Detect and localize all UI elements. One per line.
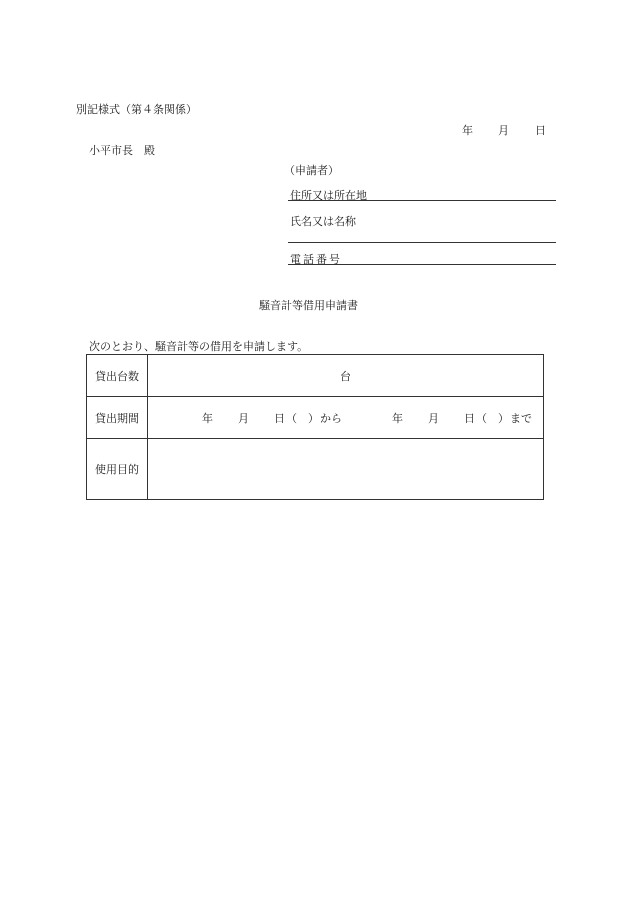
applicant-heading: （申請者）: [284, 164, 339, 177]
date-day-label: 日: [535, 124, 546, 137]
purpose-label: 使用目的: [87, 439, 148, 500]
address-underline: [288, 200, 556, 201]
period-to-suffix: まで: [510, 412, 532, 425]
date-month-label: 月: [498, 124, 509, 137]
period-from-year: 年: [202, 412, 213, 425]
table-row-purpose: [87, 439, 544, 500]
form-style-label: 別記様式（第４条関係）: [76, 103, 197, 116]
date-year-label: 年: [462, 124, 473, 137]
period-to-year: 年: [392, 412, 403, 425]
applicant-name-label: 氏名又は名称: [290, 215, 356, 228]
phone-underline: [288, 264, 556, 265]
period-from-paren: （ ）: [286, 412, 319, 425]
purpose-value-cell: [148, 439, 544, 500]
form-title: 騒音計等借用申請書: [259, 299, 358, 312]
table-row-quantity: [87, 355, 544, 397]
name-underline: [288, 242, 556, 243]
period-from-suffix: から: [320, 412, 342, 425]
quantity-unit: 台: [340, 369, 351, 383]
period-value-cell: [148, 397, 544, 439]
period-to-day: 日: [464, 412, 475, 425]
quantity-label: 貸出台数: [87, 355, 148, 397]
addressee: 小平市長 殿: [89, 144, 155, 157]
applicant-phone-label: 電話番号: [290, 253, 342, 266]
period-from-day: 日: [274, 412, 285, 425]
period-to-paren: （ ）: [476, 412, 509, 425]
period-to-month: 月: [428, 412, 439, 425]
applicant-address-label: 住所又は所在地: [290, 189, 367, 202]
quantity-value-cell: [148, 355, 544, 397]
loan-details-table: [86, 354, 544, 500]
period-from-month: 月: [238, 412, 249, 425]
table-row-period: [87, 397, 544, 439]
intro-text: 次のとおり、騒音計等の借用を申請します。: [89, 340, 309, 353]
period-label: 貸出期間: [87, 397, 148, 439]
